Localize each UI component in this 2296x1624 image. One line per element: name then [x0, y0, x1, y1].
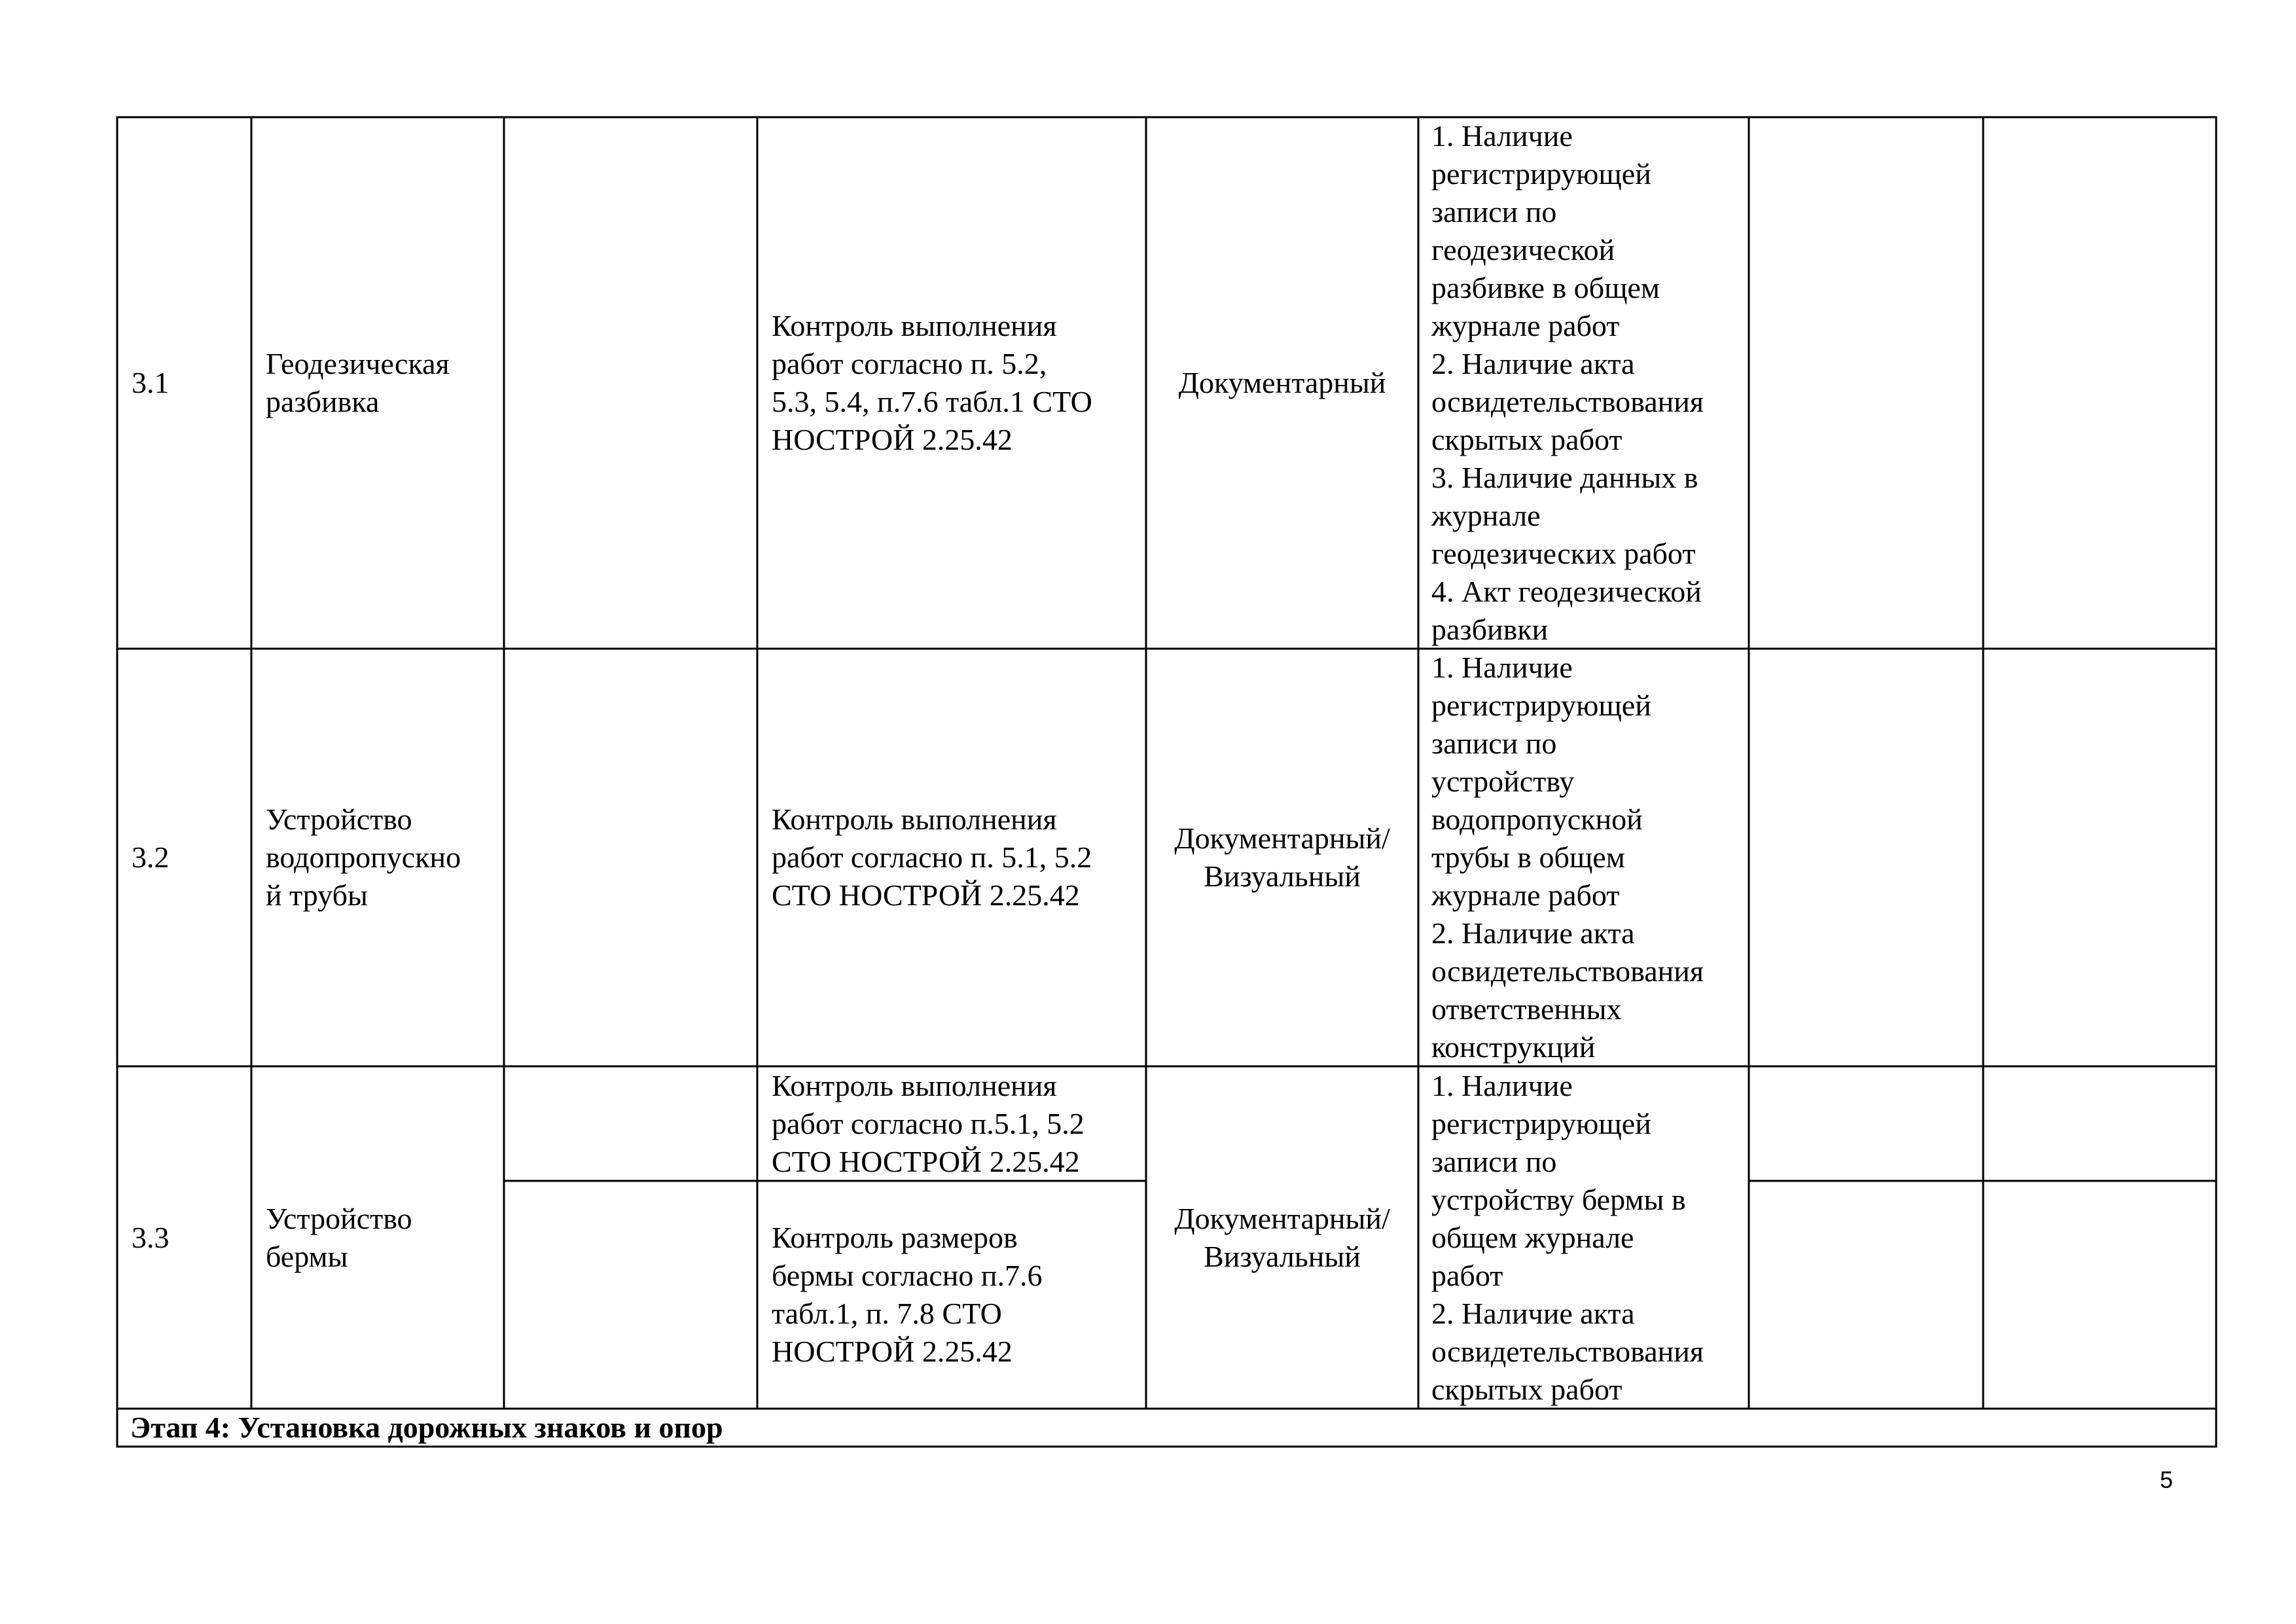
row-3-1-work-name: Геодезическая разбивка	[266, 347, 450, 418]
row-3-2-method: Документарный/ Визуальный	[1174, 821, 1390, 893]
row-3-1-control: Контроль выполнения работ согласно п. 5.2, 5.3, 5.4, п.7.6 табл.1 СТО НОСТРОЙ 2.25.42	[772, 309, 1092, 456]
row-3-3-number: 3.3	[132, 1220, 170, 1254]
row-3-2-number: 3.2	[132, 840, 170, 874]
row-3-3-control-b: Контроль размеров бермы согласно п.7.6 табл.1, п. 7.8 СТО НОСТРОЙ 2.25.42	[772, 1221, 1043, 1368]
page-number: 5	[2159, 1466, 2173, 1493]
row-3-3-method: Документарный/ Визуальный	[1174, 1201, 1390, 1273]
row-3-3-control-a: Контроль выполнения работ согласно п.5.1, 5.2 СТО НОСТРОЙ 2.25.42	[772, 1068, 1085, 1178]
row-3-3-documents: 1. Наличие регистрирующей записи по устройству бермы в общем журнале работ 2. Наличие акта освидетельствования скрытых работ	[1431, 1068, 1704, 1406]
row-3-1-method: Документарный	[1178, 366, 1386, 399]
row-3-1-number: 3.1	[132, 366, 170, 399]
row-3-1-documents: 1. Наличие регистрирующей записи по геодезической разбивке в общем журнале работ 2. Наличие акта освидетельствования скрытых работ 3. Наличие данных в журнале геодезических работ 4. Акт геодезической разбивки	[1431, 119, 1704, 646]
row-3-2-documents: 1. Наличие регистрирующей записи по устройству водопропускной трубы в общем журнале работ 2. Наличие акта освидетельствования ответственных конструкций	[1431, 651, 1704, 1064]
row-3-2-work-name: Устройство водопропускно й трубы	[266, 803, 461, 912]
row-3-3-work-name: Устройство бермы	[266, 1201, 412, 1273]
stage-heading: Этап 4: Установка дорожных знаков и опор	[130, 1411, 723, 1444]
row-3-2-control: Контроль выполнения работ согласно п. 5.1, 5.2 СТО НОСТРОЙ 2.25.42	[772, 803, 1092, 912]
